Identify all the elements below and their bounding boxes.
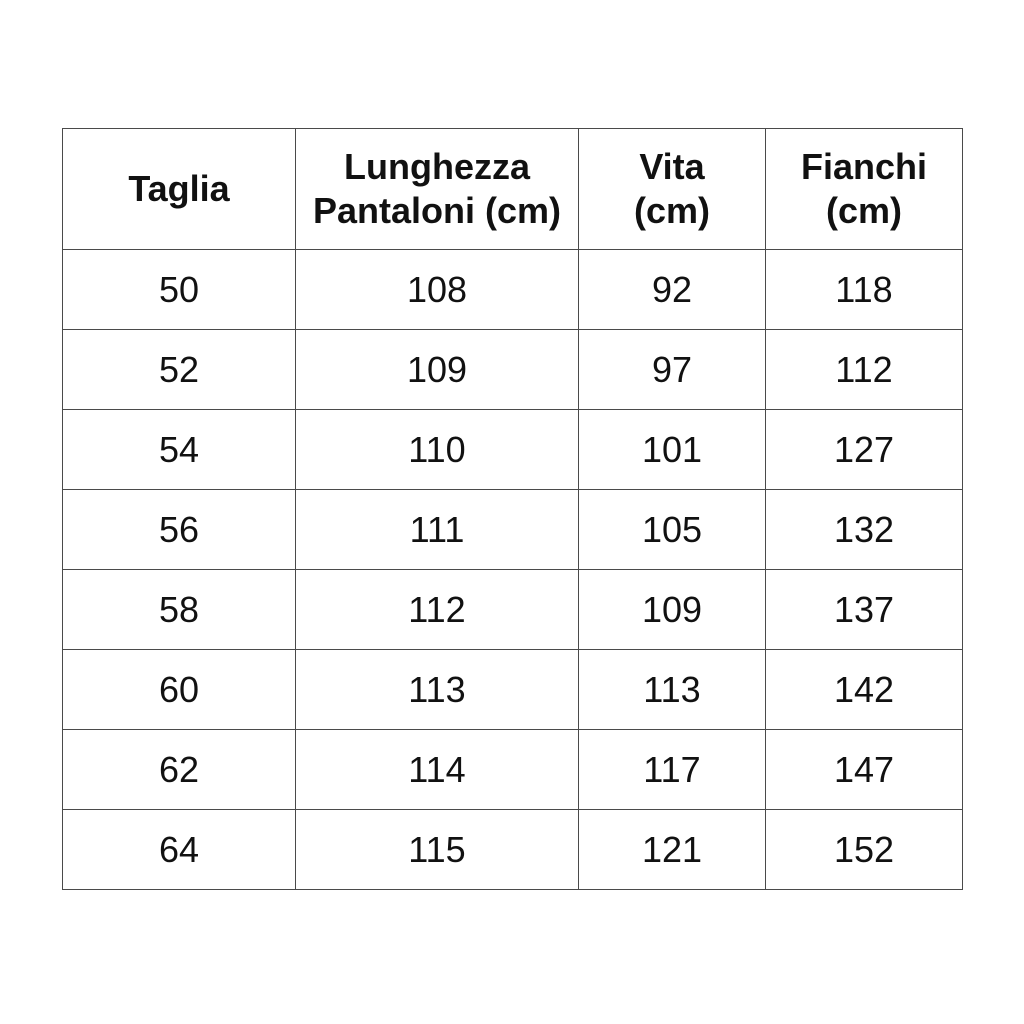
table-row (63, 250, 963, 330)
cell-taglia: 56 (63, 490, 296, 570)
cell-taglia: 54 (63, 410, 296, 490)
cell-fianchi: 132 (766, 490, 963, 570)
table-row (63, 490, 963, 570)
cell-fianchi: 137 (766, 570, 963, 650)
cell-lunghezza: 108 (296, 250, 579, 330)
cell-fianchi: 147 (766, 730, 963, 810)
header-row (63, 129, 963, 250)
cell-taglia: 52 (63, 330, 296, 410)
cell-vita: 97 (579, 330, 766, 410)
cell-taglia: 58 (63, 570, 296, 650)
cell-lunghezza: 110 (296, 410, 579, 490)
header-vita (579, 129, 766, 250)
table-row (63, 810, 963, 890)
header-lunghezza-pantaloni (296, 129, 579, 250)
header-lunghezza-line-1: Lunghezza (344, 146, 530, 187)
cell-fianchi: 112 (766, 330, 963, 410)
cell-fianchi: 142 (766, 650, 963, 730)
table-row (63, 730, 963, 810)
cell-fianchi: 152 (766, 810, 963, 890)
cell-lunghezza: 115 (296, 810, 579, 890)
cell-vita: 113 (579, 650, 766, 730)
cell-fianchi: 118 (766, 250, 963, 330)
cell-taglia: 64 (63, 810, 296, 890)
header-vita-line-2: (cm) (633, 190, 710, 231)
cell-lunghezza: 111 (296, 490, 579, 570)
cell-taglia: 62 (63, 730, 296, 810)
table-row (63, 650, 963, 730)
size-chart-table (62, 128, 963, 890)
header-lunghezza-line-2: Pantaloni (cm) (312, 190, 562, 231)
cell-lunghezza: 113 (296, 650, 579, 730)
table-row (63, 330, 963, 410)
cell-lunghezza: 112 (296, 570, 579, 650)
table-body (63, 250, 963, 890)
header-fianchi (766, 129, 963, 250)
header-fianchi-line-2: (cm) (825, 190, 902, 231)
cell-vita: 92 (579, 250, 766, 330)
header-vita-line-1: Vita (639, 146, 705, 187)
header-taglia (63, 129, 296, 250)
cell-fianchi: 127 (766, 410, 963, 490)
header-taglia-line-1: Taglia (128, 168, 230, 209)
table-row (63, 410, 963, 490)
cell-vita: 121 (579, 810, 766, 890)
cell-lunghezza: 109 (296, 330, 579, 410)
cell-vita: 109 (579, 570, 766, 650)
table-row (63, 570, 963, 650)
cell-vita: 101 (579, 410, 766, 490)
cell-taglia: 60 (63, 650, 296, 730)
cell-lunghezza: 114 (296, 730, 579, 810)
cell-vita: 105 (579, 490, 766, 570)
header-fianchi-line-1: Fianchi (800, 146, 928, 187)
cell-taglia: 50 (63, 250, 296, 330)
cell-vita: 117 (579, 730, 766, 810)
table-header (63, 129, 963, 250)
